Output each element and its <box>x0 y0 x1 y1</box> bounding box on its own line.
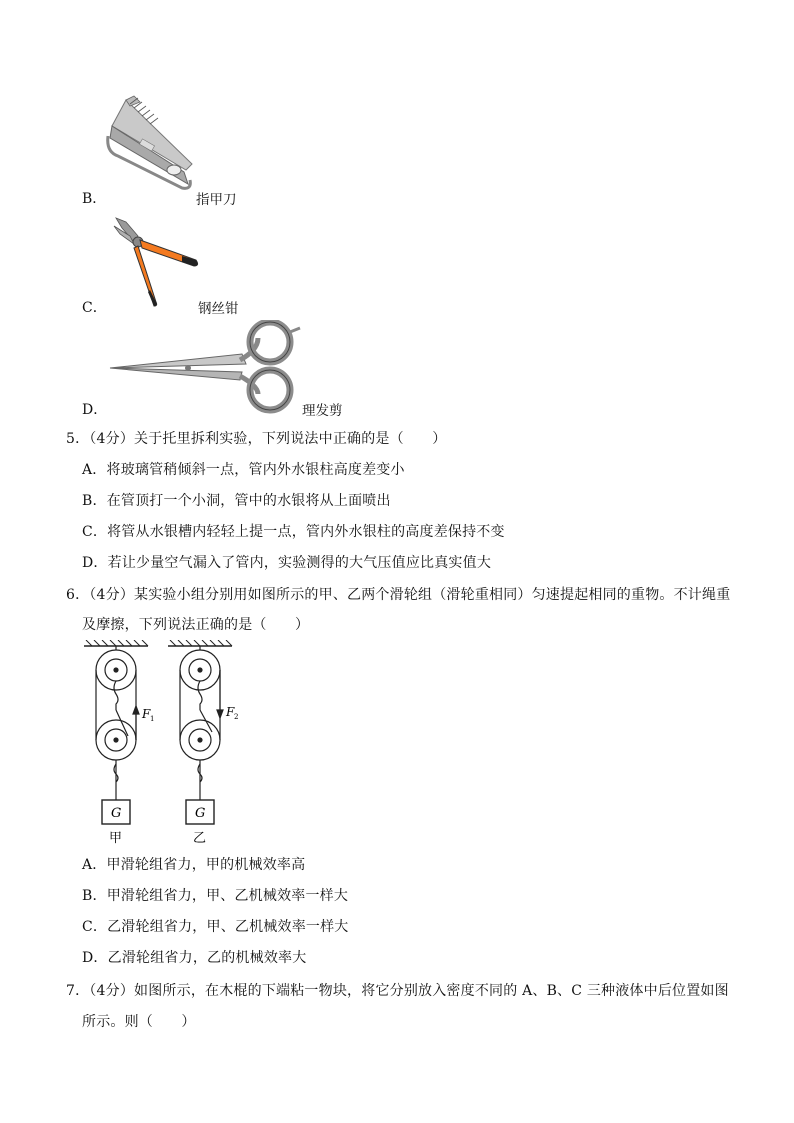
option-b-letter: B． <box>82 191 107 207</box>
q6-option-a: A．甲滑轮组省力，甲的机械效率高 <box>82 857 306 873</box>
pulley-system-right <box>180 646 223 824</box>
q6-stem-line1: 6．（4分）某实验小组分别用如图所示的甲、乙两个滑轮组（滑轮重相同）匀速提起相同的重物。不计绳重 <box>66 587 731 603</box>
q5-option-b: B．在管顶打一个小洞，管中的水银将从上面喷出 <box>82 493 391 509</box>
force-sub-left: 1 <box>150 715 155 723</box>
q5-option-c: C．将管从水银槽内轻轻上提一点，管内外水银柱的高度差保持不变 <box>82 524 505 540</box>
option-b-caption: 指甲刀 <box>196 192 237 208</box>
scissors-image <box>108 320 302 414</box>
q5-option-a: A．将玻璃管稍倾斜一点，管内外水银柱高度差变小 <box>82 462 405 478</box>
q5-stem: 5．（4分）关于托里拆利实验，下列说法中正确的是（ ） <box>66 431 447 447</box>
q7-stem-line1: 7．（4分）如图所示，在木棍的下端粘一物块，将它分别放入密度不同的 A、B、C 三种液体中后位置如图 <box>66 983 729 999</box>
q5-option-d: D．若让少量空气漏入了管内，实验测得的大气压值应比真实值大 <box>82 555 492 571</box>
pliers-image <box>112 214 202 310</box>
option-c-letter: C． <box>82 300 107 316</box>
system-label-right: 乙 <box>193 831 207 846</box>
q6-stem-line2: 及摩擦，下列说法正确的是（ ） <box>82 617 310 633</box>
option-d-caption: 理发剪 <box>302 403 343 419</box>
pulley-figure <box>80 640 260 850</box>
q6-option-c: C．乙滑轮组省力，甲、乙机械效率一样大 <box>82 919 349 935</box>
q6-option-d: D．乙滑轮组省力，乙的机械效率大 <box>82 950 307 966</box>
force-sub-right: 2 <box>234 713 239 721</box>
option-d-letter: D． <box>82 402 108 418</box>
q7-stem-line2: 所示。则（ ） <box>82 1014 196 1030</box>
weight-label-right: G <box>195 806 206 821</box>
pulley-system-left <box>96 646 139 824</box>
force-label-left: F <box>142 707 151 721</box>
weight-label-left: G <box>111 806 122 821</box>
q6-option-b: B．甲滑轮组省力，甲、乙机械效率一样大 <box>82 888 349 904</box>
ceiling-right <box>168 640 232 646</box>
system-label-left: 甲 <box>109 831 123 846</box>
option-c-caption: 钢丝钳 <box>198 301 239 317</box>
nail-clipper-image <box>104 92 196 196</box>
ceiling-left <box>84 640 148 646</box>
force-label-right: F <box>226 705 235 719</box>
